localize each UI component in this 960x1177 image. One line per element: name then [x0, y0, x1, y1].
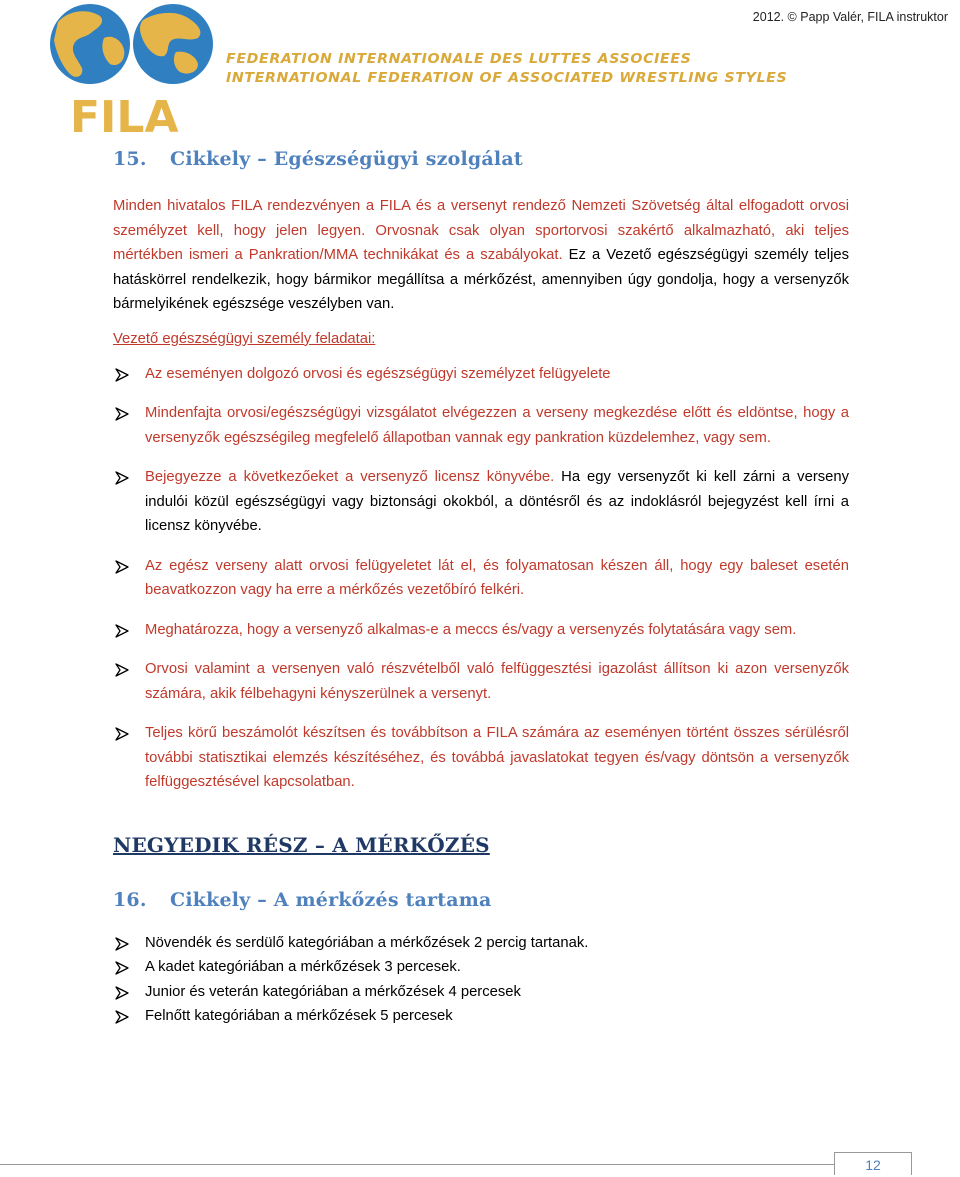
- duty-text: Meghatározza, hogy a versenyző alkalmas-e a meccs és/vagy a versenyzés folytatására vagy sem.: [145, 621, 797, 638]
- header-credit: 2012. © Papp Valér, FILA instruktor: [752, 10, 948, 24]
- section-16-title: Cikkely – A mérkőzés tartama: [170, 888, 492, 911]
- org-name-french: FEDERATION INTERNATIONALE DES LUTTES ASSOCIEES: [226, 51, 692, 67]
- arrow-bullet-icon: [115, 1010, 129, 1024]
- list-item: [113, 980, 849, 1005]
- list-item: [113, 401, 849, 450]
- arrow-bullet-icon: [115, 471, 129, 485]
- section-16-heading: [113, 889, 849, 911]
- globe-logo-icon: [48, 2, 218, 134]
- list-item: [113, 1004, 849, 1029]
- org-name: [226, 50, 788, 88]
- arrow-bullet-icon: [115, 407, 129, 421]
- arrow-bullet-icon: [115, 368, 129, 382]
- section-15-number: 15.: [113, 148, 147, 170]
- arrow-bullet-icon: [115, 986, 129, 1000]
- list-item: [113, 931, 849, 956]
- list-item: [113, 657, 849, 706]
- list-item: [113, 955, 849, 980]
- org-name-english: INTERNATIONAL FEDERATION OF ASSOCIATED WRESTLING STYLES: [226, 70, 788, 86]
- part-4-heading: NEGYEDIK RÉSZ – A MÉRKŐZÉS: [113, 832, 490, 857]
- duration-text: A kadet kategóriában a mérkőzések 3 percesek.: [145, 959, 461, 975]
- list-item: [113, 554, 849, 603]
- section-16-number: 16.: [113, 888, 147, 911]
- duties-heading: Vezető egészségügyi személy feladatai:: [113, 330, 376, 347]
- duty-extra-text: Ha egy versenyzőt ki kell zárni a verseny indulói közül egészségügyi vagy biztonsági okokból, a döntésről és az indoklásról bejegyzést kell írni a licensz könyvébe.: [145, 469, 849, 534]
- list-item: [113, 362, 849, 387]
- list-item: [113, 721, 849, 795]
- list-item: [113, 618, 849, 643]
- arrow-bullet-icon: [115, 560, 129, 574]
- duration-text: Növendék és serdülő kategóriában a mérkőzések 2 percig tartanak.: [145, 934, 589, 951]
- duration-text: Felnőtt kategóriában a mérkőzések 5 percesek: [145, 1008, 453, 1024]
- section-15-title: Cikkely – Egészségügyi szolgálat: [170, 148, 523, 170]
- arrow-bullet-icon: [115, 937, 129, 951]
- duty-text: Az egész verseny alatt orvosi felügyeletet lát el, és folyamatosan készen áll, hogy egy baleset esetén beavatkozzon vagy ha erre a mérkőzés vezetőbíró felkéri.: [145, 557, 849, 598]
- arrow-bullet-icon: [115, 727, 129, 741]
- footer-divider: [0, 1164, 835, 1165]
- intro-red-text: Minden hivatalos FILA rendezvényen a FILA és a versenyt rendező Nemzeti Szövetség által elfogadott orvosi személyzet kell, hogy jelen legyen. Orvosnak csak olyan sportorvosi szakértő alkalmazható, aki teljes mértékben ismeri a Pankration/MMA technikákat és a szabályokat.: [113, 198, 849, 263]
- duty-text: Bejegyezze a következőeket a versenyző licensz könyvébe.: [145, 469, 555, 485]
- fila-logo: [48, 2, 218, 134]
- duties-list: [113, 362, 849, 795]
- arrow-bullet-icon: [115, 663, 129, 677]
- arrow-bullet-icon: [115, 961, 129, 975]
- logo-acronym: FILA: [70, 92, 179, 134]
- arrow-bullet-icon: [115, 624, 129, 638]
- intro-black-text: Ez a Vezető egészségügyi személy teljes hatáskörrel rendelkezik, hogy bármikor megállítsa a mérkőzést, amennyiben úgy gondolja, hogy a versenyzők bármelyikének egészsége veszélyben van.: [113, 247, 849, 312]
- section-15-heading: [113, 148, 849, 170]
- list-item: [113, 465, 849, 539]
- duty-text: Az eseményen dolgozó orvosi és egészségügyi személyzet felügyelete: [145, 365, 611, 382]
- document-body: [113, 148, 849, 1029]
- duration-text: Junior és veterán kategóriában a mérkőzések 4 percesek: [145, 983, 521, 1000]
- page-number: 12: [834, 1152, 912, 1175]
- section-15-intro: [113, 194, 849, 317]
- duty-text: Orvosi valamint a versenyen való részvételből való felfüggesztési igazolást állítson ki azon versenyzők számára, akik félbehagyni kényszerülnek a versenyt.: [145, 661, 849, 702]
- duty-text: Teljes körű beszámolót készítsen és továbbítson a FILA számára az eseményen történt összes sérülésről további statisztikai elemzés készítéséhez, és továbbá javaslatokat tegyen és/vagy döntsön a versenyzők felfüggesztésével kapcsolatban.: [145, 725, 849, 790]
- duration-list: [113, 931, 849, 1029]
- duty-text: Mindenfajta orvosi/egészségügyi vizsgálatot elvégezzen a verseny megkezdése előtt és eldöntse, hogy a versenyzők egészségileg megfelelő állapotban vannak egy pankration küzdelemhez, vagy sem.: [145, 405, 849, 446]
